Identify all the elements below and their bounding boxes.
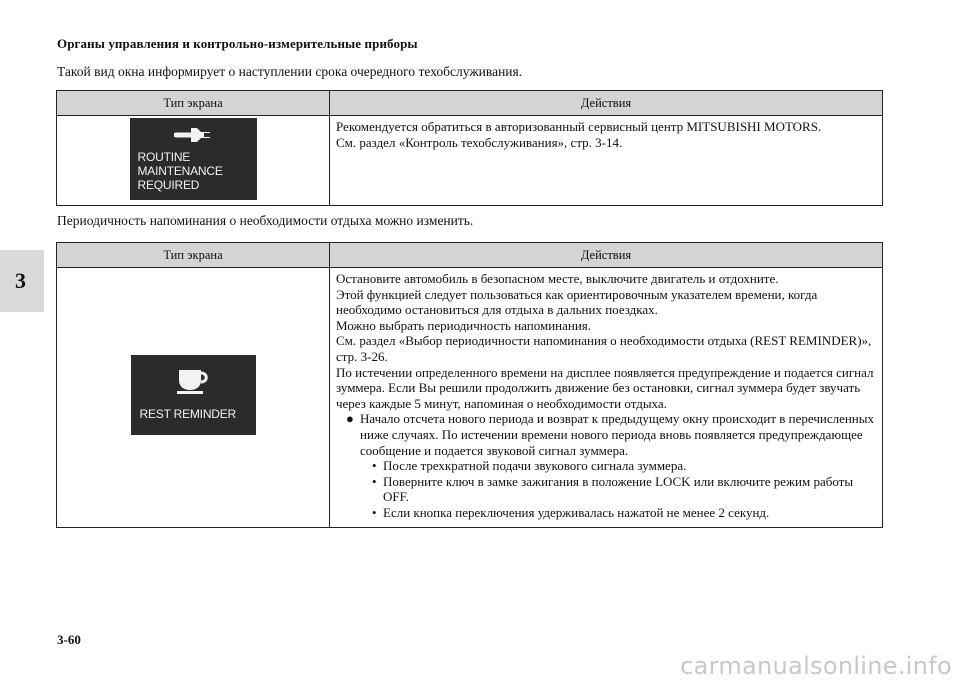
action-line: Можно выбрать периодичность напоминания. <box>336 317 592 333</box>
screen-message: REST REMINDER <box>139 406 237 421</box>
rest-reminder-table <box>56 242 883 528</box>
intro-paragraph: Такой вид окна информирует о наступлении срока очередного техобслуживания. <box>57 64 523 79</box>
action-cell <box>330 268 883 528</box>
column-header-screen-type: Тип экрана <box>57 243 330 268</box>
coffee-cup-icon <box>176 367 212 395</box>
routine-maintenance-screen <box>130 118 257 200</box>
screen-line: ROUTINE <box>137 150 191 164</box>
column-header-actions: Действия <box>330 243 883 268</box>
action-line: Рекомендуется обратиться в авторизованный сервисный центр MITSUBISHI MOTORS. <box>336 119 822 134</box>
sub-list-item <box>372 474 876 505</box>
action-cell <box>330 116 883 206</box>
wrench-icon <box>174 125 212 145</box>
action-line: Этой функцией следует пользоваться как ориентировочным указателем времени, когда необходимо остановиться для отдыха в дальних поездках. <box>336 286 818 318</box>
sub-item-text: После трехкратной подачи звукового сигнала зуммера. <box>383 458 687 474</box>
action-line: По истечении определенного времени на дисплее появляется предупреждение и подается сигнал зуммера. Если Вы решили продолжить движение без остановки, сигнал зуммера будет звучать через каждые 5 минут, напоминая о необходимости отдыха. <box>336 364 874 411</box>
action-line: См. раздел «Выбор периодичности напоминания о необходимости отдыха (REST REMINDER)», стр. 3-26. <box>336 333 872 364</box>
sub-bullet-icon: • <box>372 473 377 489</box>
table-header-row <box>57 91 883 116</box>
sub-list-item <box>372 458 876 474</box>
action-line: Остановите автомобиль в безопасном месте, выключите двигатель и отдохните. <box>336 271 779 286</box>
sub-item-text: Если кнопка переключения удерживалась нажатой не менее 2 секунд. <box>383 504 770 520</box>
interval-note: Периодичность напоминания о необходимости отдыха можно изменить. <box>57 213 474 228</box>
chapter-number: 3 <box>15 268 26 293</box>
column-header-actions: Действия <box>330 91 883 116</box>
screen-line: REQUIRED <box>137 178 200 192</box>
rest-reminder-screen <box>131 355 256 435</box>
sub-bullet-icon: • <box>372 458 377 474</box>
maintenance-table <box>56 90 883 206</box>
table-header-row <box>57 243 883 268</box>
bullet-dot-icon: ● <box>346 411 354 427</box>
column-header-screen-type: Тип экрана <box>57 91 330 116</box>
screen-cell <box>57 116 330 206</box>
screen-message <box>138 150 223 192</box>
bullet-item <box>346 411 876 458</box>
chapter-tab <box>0 250 44 312</box>
table-row <box>57 116 883 206</box>
action-line: См. раздел «Контроль техобслуживания», стр. 3-14. <box>336 134 623 150</box>
screen-cell <box>57 268 330 528</box>
page-header-title: Органы управления и контрольно-измерительные приборы <box>57 36 418 51</box>
sub-item-text: Поверните ключ в замке зажигания в положение LOCK или включите режим работы OFF. <box>383 473 854 505</box>
page-number: 3-60 <box>57 632 81 647</box>
screen-line: MAINTENANCE <box>137 164 223 178</box>
bullet-text: Начало отсчета нового периода и возврат к предыдущему окну происходит в перечисленных ниже случаях. По истечении времени нового периода вновь появляется предупреждающее сообщение и подается звуковой сигнал зуммера. <box>360 411 874 458</box>
sub-list-item <box>372 505 876 521</box>
sub-bullet-icon: • <box>372 504 377 520</box>
watermark: carmanualsonline.info <box>680 652 952 680</box>
table-row <box>57 268 883 528</box>
